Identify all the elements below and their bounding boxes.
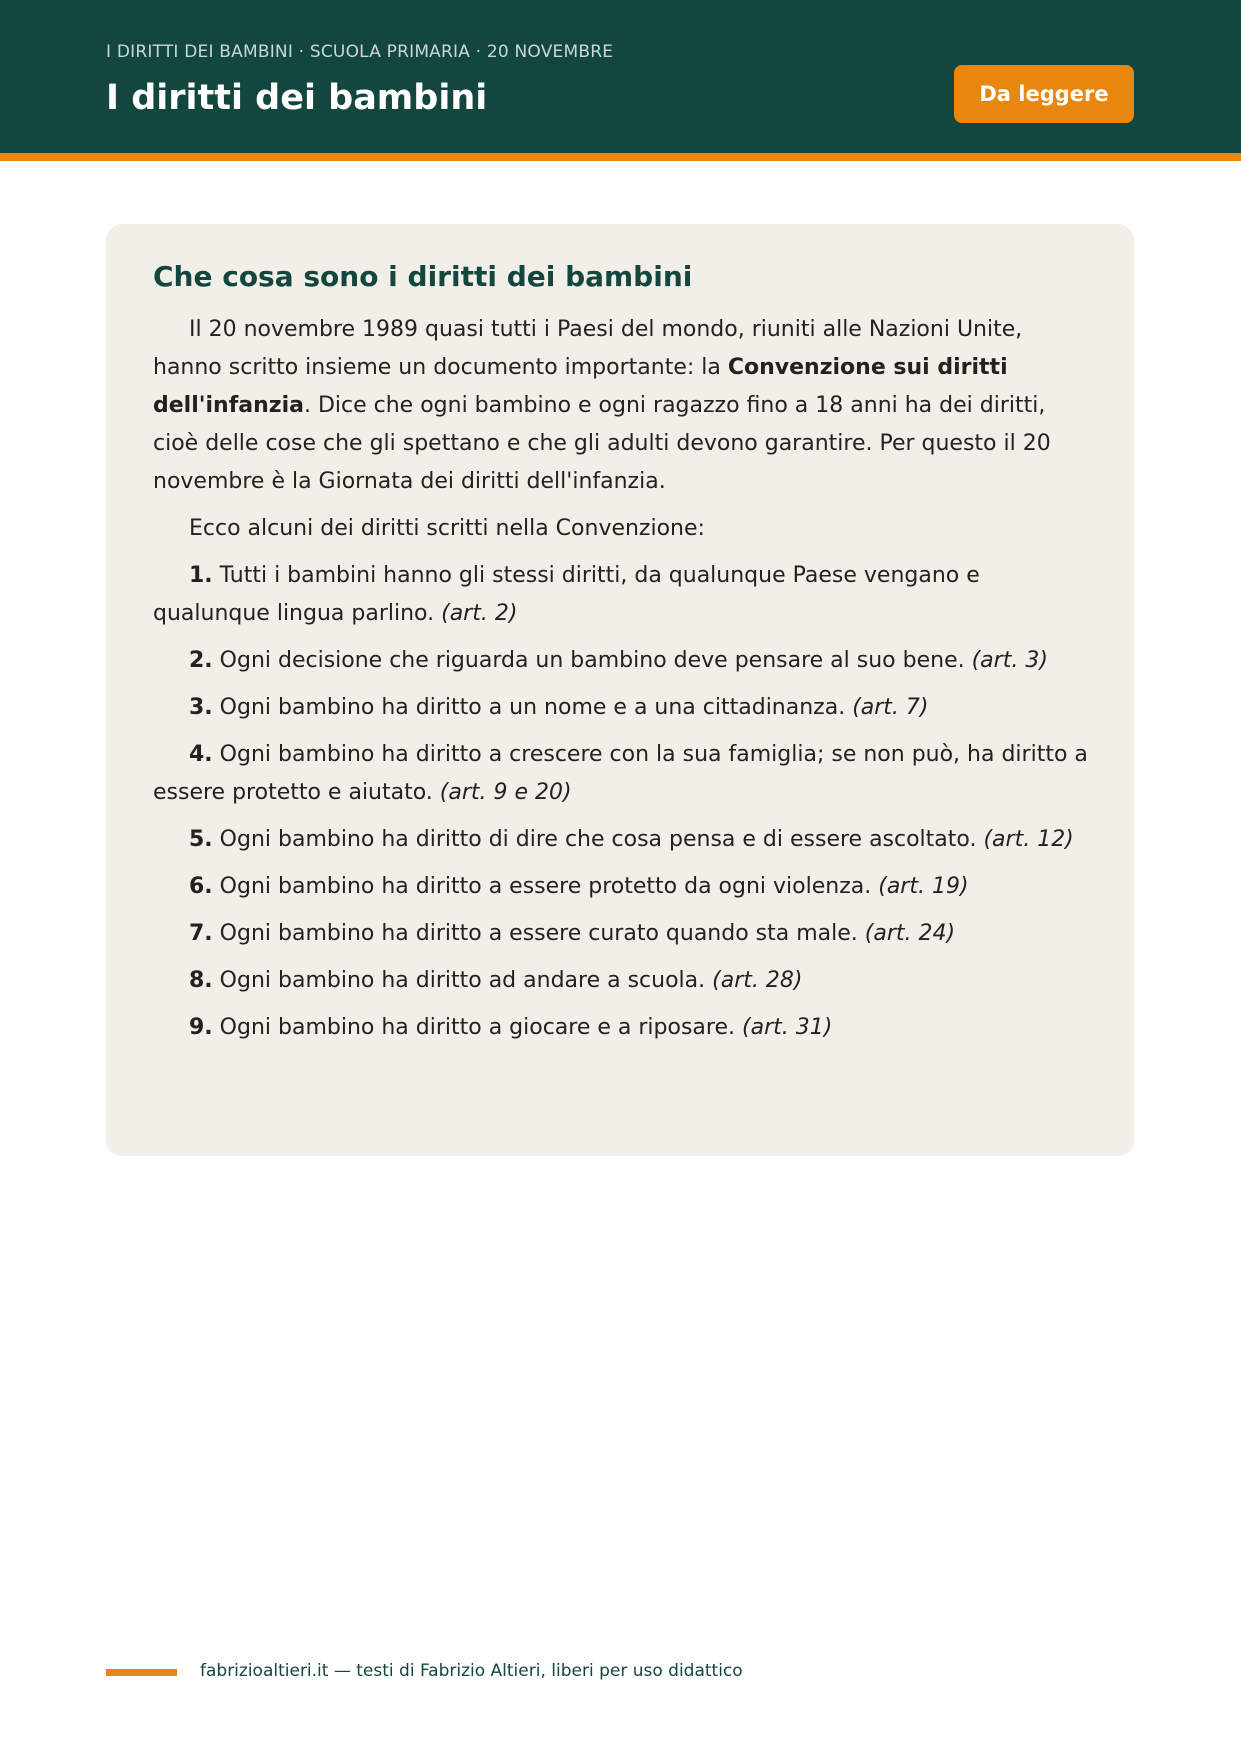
- right-item: [153, 557, 1088, 633]
- article-reference: (art. 3): [971, 648, 1048, 673]
- right-text: Ogni bambino ha diritto a essere curato quando sta male.: [212, 921, 865, 946]
- right-number: 4.: [189, 742, 213, 767]
- section-title: Che cosa sono i diritti dei bambini: [153, 260, 693, 293]
- right-item: [153, 868, 1088, 906]
- right-item: [153, 821, 1088, 859]
- right-text: Ogni decisione che riguarda un bambino deve pensare al suo bene.: [212, 648, 972, 673]
- right-item: [153, 642, 1088, 680]
- page-header: [0, 0, 1241, 161]
- article-reference: (art. 7): [852, 695, 929, 720]
- intro-paragraph: [153, 311, 1088, 501]
- article-reference: (art. 28): [712, 968, 803, 993]
- footer-accent-line: [106, 1669, 177, 1676]
- right-item: [153, 1009, 1088, 1047]
- article-reference: (art. 24): [864, 921, 956, 946]
- article-reference: (art. 31): [742, 1015, 833, 1040]
- page-title: I diritti dei bambini: [106, 78, 488, 118]
- right-text: Ogni bambino ha diritto a crescere con la sua famiglia; se non può, ha diritto a essere protetto e aiutato.: [153, 742, 1088, 805]
- right-item: [153, 689, 1088, 727]
- right-number: 2.: [189, 648, 213, 673]
- right-text: Ogni bambino ha diritto a giocare e a riposare.: [212, 1015, 742, 1040]
- right-text: Ogni bambino ha diritto a essere protetto da ogni violenza.: [212, 874, 879, 899]
- right-number: 8.: [189, 968, 213, 993]
- intro-text-before: Il 20 novembre 1989 quasi tutti i Paesi del mondo, riuniti alle Nazioni Unite, hanno scritto insieme un documento importante: la: [153, 317, 1023, 380]
- right-text: Ogni bambino ha diritto ad andare a scuola.: [212, 968, 713, 993]
- right-text: Tutti i bambini hanno gli stessi diritti, da qualunque Paese vengano e qualunque lingua parlino.: [153, 563, 980, 626]
- footer-credit: fabrizioaltieri.it — testi di Fabrizio Altieri, liberi per uso didattico: [200, 1661, 743, 1681]
- article-reference: (art. 12): [983, 827, 1074, 852]
- intro-text-after: . Dice che ogni bambino e ogni ragazzo fino a 18 anni ha dei diritti, cioè delle cose che gli spettano e che gli adulti devono garantire. Per questo il 20 novembre è la Giornata dei diritti dell'infanzia.: [153, 393, 1051, 494]
- right-number: 1.: [189, 563, 213, 588]
- content-card: [106, 224, 1134, 1156]
- article-reference: (art. 19): [878, 874, 969, 899]
- right-text: Ogni bambino ha diritto a un nome e a una cittadinanza.: [212, 695, 853, 720]
- right-item: [153, 915, 1088, 953]
- header-eyebrow: I DIRITTI DEI BAMBINI · SCUOLA PRIMARIA · 20 NOVEMBRE: [106, 42, 614, 62]
- right-number: 9.: [189, 1015, 213, 1040]
- convention-name: Convenzione sui diritti dell'infanzia: [153, 355, 1008, 418]
- right-number: 6.: [189, 874, 213, 899]
- article-reference: (art. 9 e 20): [439, 780, 572, 805]
- reading-badge: Da leggere: [954, 65, 1134, 123]
- right-number: 7.: [189, 921, 213, 946]
- right-text: Ogni bambino ha diritto di dire che cosa pensa e di essere ascoltato.: [212, 827, 984, 852]
- right-number: 5.: [189, 827, 213, 852]
- right-item: [153, 736, 1088, 812]
- article-reference: (art. 2): [441, 601, 518, 626]
- rights-lead: Ecco alcuni dei diritti scritti nella Convenzione:: [189, 516, 705, 541]
- right-item: [153, 962, 1088, 1000]
- right-number: 3.: [189, 695, 213, 720]
